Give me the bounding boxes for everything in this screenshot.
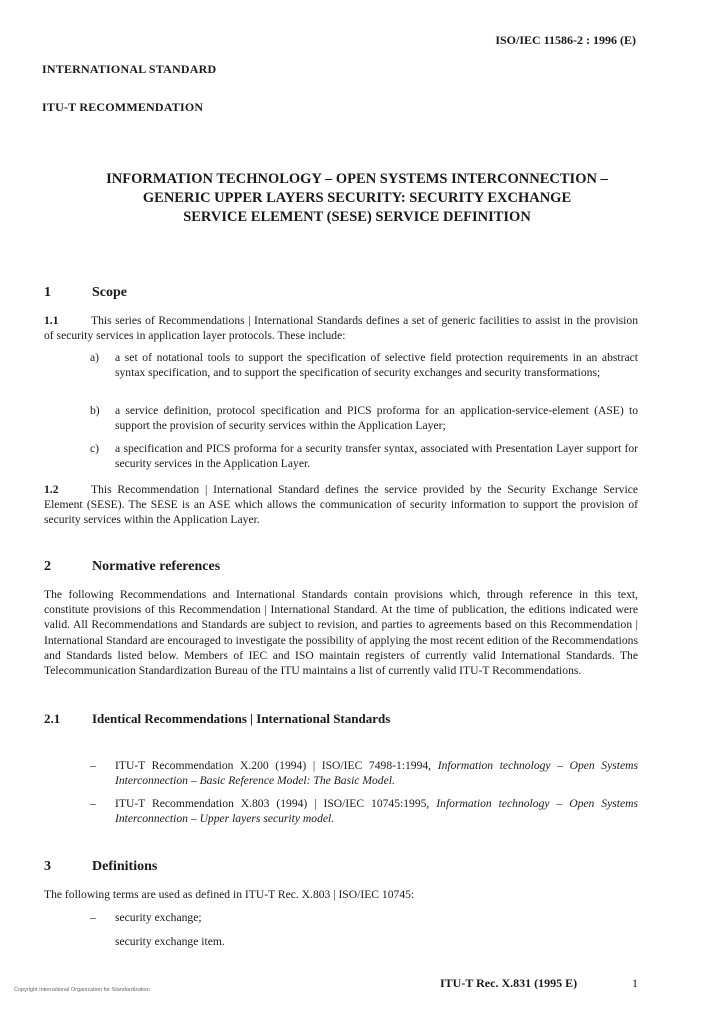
page-number: 1 [632, 976, 638, 990]
reference-citation: ITU-T Recommendation X.803 (1994) | ISO/IEC 10745:1995, [115, 797, 437, 810]
section-number: 1 [44, 285, 51, 300]
footer-recommendation: ITU-T Rec. X.831 (1995 E) [440, 976, 578, 990]
section-number: 2 [44, 559, 51, 574]
list-dash: – [90, 797, 96, 810]
list-dash [90, 935, 115, 948]
reference-item [90, 796, 638, 826]
title-line-1: INFORMATION TECHNOLOGY – OPEN SYSTEMS INTERCONNECTION – [106, 171, 608, 187]
paragraph-number: 1.2 [44, 483, 59, 496]
reference-title: Information technology – Open Systems Interconnection – Basic Reference Model: The Basic Model. [115, 759, 638, 788]
list-text: a specification and PICS proforma for a security transfer syntax, associated with Presentation Layer support for security services in the Application Layer. [115, 442, 638, 471]
section-title: Normative references [92, 559, 221, 574]
copyright-notice: Copyright International Organization for Standardization [14, 987, 150, 993]
reference-citation: ITU-T Recommendation X.200 (1994) | ISO/IEC 7498-1:1994, [115, 759, 438, 772]
list-item [90, 350, 638, 380]
paragraph-number: 1.1 [44, 314, 59, 327]
term-text: security exchange item. [115, 935, 225, 948]
paragraph-text: This Recommendation | International Standard defines the service provided by the Security Exchange Service Element (SESE). The SESE is an ASE which allows the communication of security information to support the provision of security services within the Application Layer. [44, 483, 638, 527]
paragraph-text: This series of Recommendations | International Standards defines a set of generic facilities to assist in the provision of security services in application layer protocols. These include: [44, 314, 638, 343]
section-definitions-heading [44, 859, 157, 875]
list-label: b) [90, 404, 100, 417]
list-label: a) [90, 351, 100, 364]
term-item [90, 911, 202, 924]
section-title: Definitions [92, 859, 158, 874]
section-normative-heading [44, 559, 220, 575]
list-dash: – [90, 911, 96, 924]
section-number: 3 [44, 859, 51, 874]
reference-item [90, 758, 638, 788]
section-scope-heading [44, 285, 127, 301]
recommendation-type-heading: ITU-T RECOMMENDATION [42, 100, 204, 114]
section-title: Scope [92, 285, 127, 300]
subsection-identical-heading [44, 711, 390, 727]
list-item [90, 441, 638, 471]
term-text: security exchange; [115, 911, 202, 924]
standard-type-heading: INTERNATIONAL STANDARD [42, 62, 217, 76]
definitions-intro: The following terms are used as defined in ITU-T Rec. X.803 | ISO/IEC 10745: [44, 888, 415, 901]
list-label: c) [90, 442, 100, 455]
term-item [90, 935, 225, 948]
list-item [90, 403, 638, 433]
paragraph-1-1 [44, 313, 638, 343]
list-text: a service definition, protocol specification and PICS proforma for an application-service-element (ASE) to support the provision of security services within the Application Layer; [115, 404, 638, 433]
reference-title: Information technology – Open Systems Interconnection – Upper layers security model. [115, 797, 638, 826]
paragraph-1-2 [44, 482, 638, 528]
list-text: a set of notational tools to support the specification of selective field protection requirements in an abstract syntax specification, and to support the specification of security exchanges and security transformations; [115, 351, 638, 380]
title-line-3: SERVICE ELEMENT (SESE) SERVICE DEFINITION [183, 209, 531, 225]
normative-paragraph: The following Recommendations and International Standards contain provisions which, through reference in this text, constitute provisions of this Recommendation | International Standard. At the time of publication, the editions indicated were valid. All Recommendations and Standards are subject to revision, and parties to agreements based on this Recommendation | International Standard are encouraged to investigate the possibility of applying the most recent edition of the Recommendations and Standards listed below. Members of IEC and ISO maintain registers of currently valid International Standards. The Telecommunication Standardization Bureau of the ITU maintains a list of currently valid ITU-T Recommendations. [44, 588, 638, 678]
section-number: 2.1 [44, 711, 61, 726]
list-dash: – [90, 759, 96, 772]
document-id: ISO/IEC 11586-2 : 1996 (E) [495, 33, 636, 47]
document-title [40, 170, 674, 227]
section-title: Identical Recommendations | International Standards [92, 711, 391, 726]
title-line-2: GENERIC UPPER LAYERS SECURITY: SECURITY EXCHANGE [142, 190, 572, 206]
